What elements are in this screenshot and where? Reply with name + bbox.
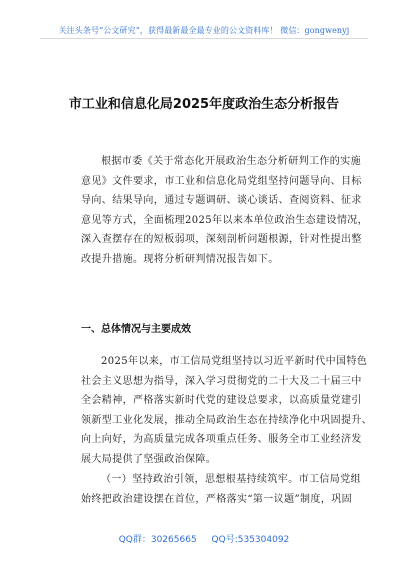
section-line: 社会主义思想为指导，深入学习贯彻党的二十大及二十届三中 xyxy=(81,375,362,387)
section-heading: 一、总体情况与主要成效 xyxy=(81,324,191,335)
footer-qq-number: QQ号:535304092 xyxy=(211,535,290,545)
header-divider xyxy=(40,38,368,39)
intro-line: 意见等方式，全面梳理2025年以来本单位政治生态建设情况， xyxy=(81,214,369,226)
subsection-line: 始终把政治建设摆在首位，严格落实“第一议题”制度，巩固 xyxy=(81,493,353,505)
section-line: 向上向好，为高质量完成各项重点任务、服务全市工业经济发 xyxy=(81,434,362,445)
intro-line: 深入查摆存在的短板弱项，深刻剖析问题根源，针对性提出整 xyxy=(81,234,362,245)
subsection-line: （一）坚持政治引领，思想根基持续筑牢。市工信局党组 xyxy=(101,474,361,485)
section-line: 2025年以来，市工信局党组坚持以习近平新时代中国特色 xyxy=(101,356,368,367)
intro-paragraph xyxy=(81,152,369,269)
section-paragraph xyxy=(81,352,373,469)
intro-line: 改提升措施。现将分析研判情况报告如下。 xyxy=(81,253,279,265)
footer-qq-group: QQ群：30265665 xyxy=(118,535,197,545)
footer-contact xyxy=(0,532,408,545)
intro-line: 意见》文件要求，市工业和信息化局党组坚持问题导向、目标 xyxy=(81,175,362,187)
intro-line: 根据市委《关于常态化开展政治生态分析研判工作的实施 xyxy=(101,156,361,167)
section-line: 全会精神，严格落实新时代党的建设总要求，以高质量党建引 xyxy=(81,395,362,406)
document-title: 市工业和信息化局2025年度政治生态分析报告 xyxy=(68,97,340,112)
subsection-paragraph xyxy=(81,470,359,509)
intro-line: 导向、结果导向，通过专题调研、谈心谈话、查阅资料、征求 xyxy=(81,195,362,206)
section-line: 领新型工业化发展，推动全局政治生态在持续净化中巩固提升、 xyxy=(81,414,373,426)
header-promo-note: 关注头条号“公文研究”，获得最新最全最专业的公文资料库！ 微信：gongwenyj xyxy=(58,26,350,35)
section-line: 展大局提供了坚强政治保障。 xyxy=(81,453,217,465)
